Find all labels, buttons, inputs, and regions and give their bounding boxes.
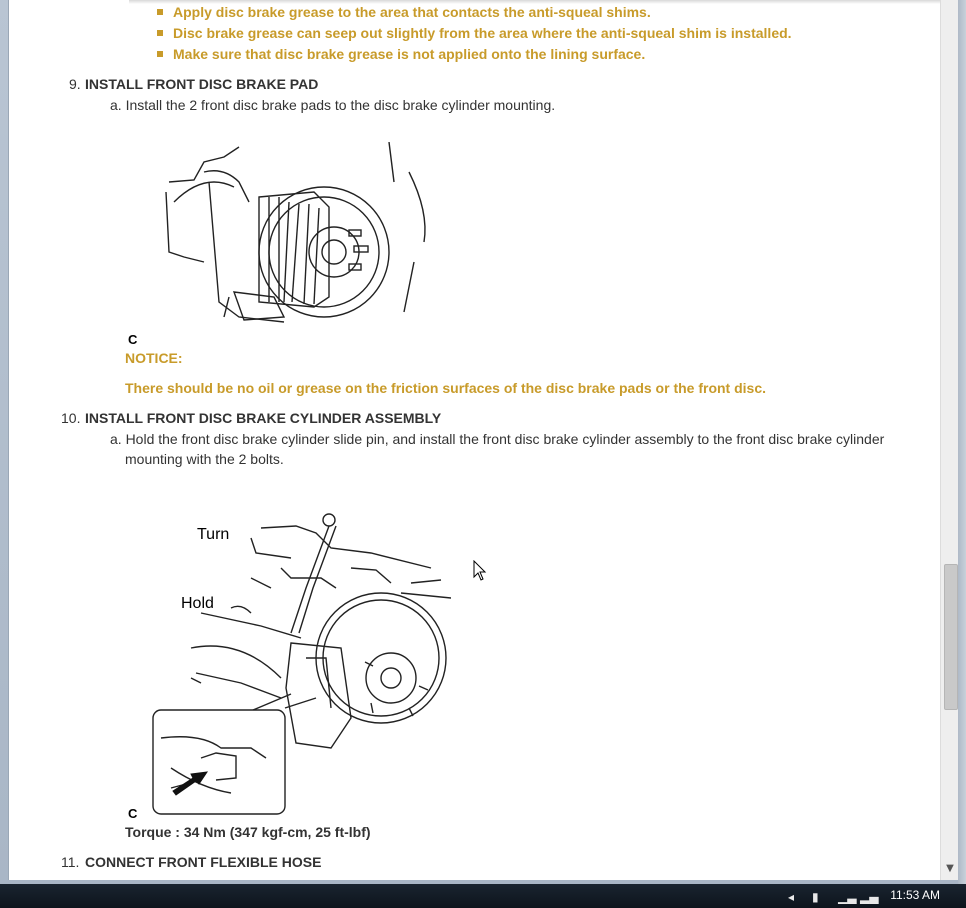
grease-bullet-list (157, 3, 792, 66)
document-view (8, 0, 941, 880)
taskbar (0, 884, 966, 908)
step-10-number: 10. (61, 410, 81, 426)
taskbar-clock[interactable]: 11:53 AM (890, 888, 940, 902)
vertical-scrollbar[interactable] (940, 0, 959, 880)
window-right-border (958, 0, 966, 884)
speaker-icon[interactable]: ◂ (788, 890, 795, 904)
step-10-substep-a-line1: a. Hold the front disc brake cylinder slide pin, and install the front disc brake cylinder assembly to the front disc brake cylinder (110, 431, 885, 447)
scroll-down-arrow-icon[interactable]: ▼ (946, 863, 954, 874)
signal-icon[interactable]: ▁▃ (838, 890, 857, 904)
label-hold: Hold (181, 595, 214, 612)
brake-pad-illustration (164, 142, 434, 342)
torque-spec: Torque : 34 Nm (347 kgf-cm, 25 ft-lbf) (125, 824, 371, 840)
battery-icon[interactable]: ▮ (812, 890, 819, 904)
bullet-item: Disc brake grease can seep out slightly from the area where the anti-squeal shim is installed. (157, 24, 792, 45)
network-icon[interactable]: ▂▄ (860, 890, 879, 904)
bullet-item: Apply disc brake grease to the area that contacts the anti-squeal shims. (157, 3, 792, 24)
step-9-substep-a: a. Install the 2 front disc brake pads to the disc brake cylinder mounting. (110, 97, 556, 113)
label-turn: Turn (197, 526, 230, 543)
bullet-item: Make sure that disc brake grease is not applied onto the lining surface. (157, 45, 792, 66)
step-10-substep-a-line2: mounting with the 2 bolts. (125, 451, 284, 467)
notice-text: There should be no oil or grease on the friction surfaces of the disc brake pads or the front disc. (125, 380, 767, 396)
mouse-cursor-icon (473, 560, 487, 582)
step-11-title: CONNECT FRONT FLEXIBLE HOSE (85, 854, 322, 870)
step-9-figure-code: C (128, 332, 138, 347)
notice-label: NOTICE: (125, 350, 183, 366)
step-10-title: INSTALL FRONT DISC BRAKE CYLINDER ASSEMBLY (85, 410, 442, 426)
step-11-number: 11. (61, 854, 80, 870)
caliper-install-illustration (141, 508, 451, 818)
step-9-number: 9. (69, 76, 81, 92)
scrollbar-thumb[interactable] (944, 564, 958, 710)
step-10-figure-code: C (128, 806, 138, 821)
step-9-title: INSTALL FRONT DISC BRAKE PAD (85, 76, 319, 92)
